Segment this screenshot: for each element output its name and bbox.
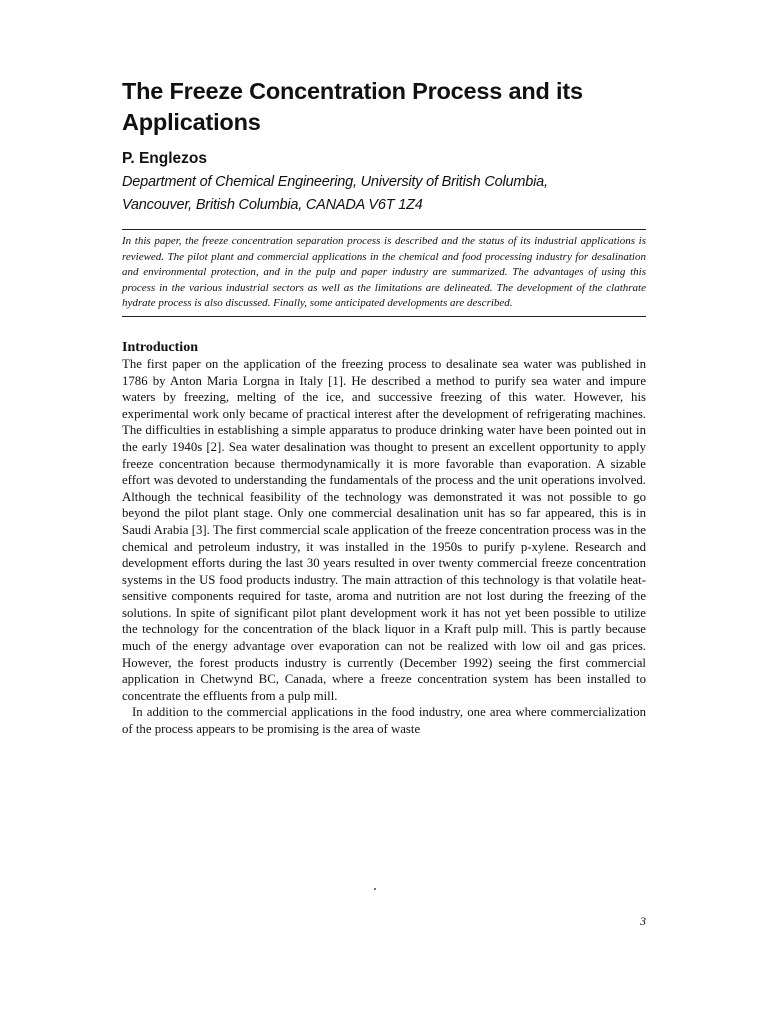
body-paragraph-2: In addition to the commercial applications in the food industry, one area where commercialization of the process appears to be promising is the area of waste	[122, 705, 646, 737]
page-number: 3	[640, 914, 646, 928]
section-title-introduction: Introduction	[122, 339, 198, 355]
stray-mark	[374, 888, 376, 890]
paper-title: The Freeze Concentration Process and its Applications	[122, 78, 583, 135]
author-name: P. Englezos	[122, 150, 207, 167]
abstract: In this paper, the freeze concentration separation process is described and the status of its industrial applications is reviewed. The pilot plant and commercial applications in the chemical and food processing industry for desalination and environmental protection, and in the pulp and paper industry are summarized. The advantages of using this process in the various industrial sectors as well as the limitations are delineated. The development of the clathrate hydrate process is also discussed. Finally, some anticipated developments are described.	[122, 229, 646, 317]
affiliation-line-1: Department of Chemical Engineering, University of British Columbia,	[122, 174, 548, 190]
body-paragraph-1: The first paper on the application of the freezing process to desalinate sea water was published in 1786 by Anton Maria Lorgna in Italy [1]. He described a method to purify sea water and impure waters by freezing, melting of the ice, and successive freezing of this water. However, his experimental work only became of practical interest after the development of refrigerating machines. The difficulties in establishing a simple apparatus to produce drinking water have been pointed out in the early 1940s [2]. Sea water desalination was thought to present an excellent opportunity to apply freeze concentration because thermodynamically it is more favorable than evaporation. A sizable effort was devoted to understanding the fundamentals of the process and the unit operations involved. Although the technical feasibility of the technology was demonstrated it was not possible to go beyond the pilot plant stage. Only one commercial desalination unit has so far appeared, this is in Saudi Arabia [3]. The first commercial scale application of the freeze concentration process was in the chemical and petroleum industry, it was installed in the 1950s to purify p-xylene. Research and development efforts during the last 30 years resulted in over twenty commercial freeze concentration systems in the US food products industry. The main attraction of this technology is that volatile heat-sensitive components required for taste, aroma and nutrition are not lost during the freezing of the solutions. In spite of significant pilot plant development work it has not yet been possible to utilize the technology for the concentration of the black liquor in a Kraft pulp mill. This is partly because much of the energy advantage over evaporation can not be realized with low oil and gas prices. However, the forest products industry is currently (December 1992) seeing the first commercial application in Chetwynd BC, Canada, where a freeze concentration system has been installed to concentrate the effluents from a pulp mill.	[122, 356, 646, 703]
paper-page	[122, 76, 646, 738]
affiliation-line-2: Vancouver, British Columbia, CANADA V6T 1Z4	[122, 197, 423, 213]
